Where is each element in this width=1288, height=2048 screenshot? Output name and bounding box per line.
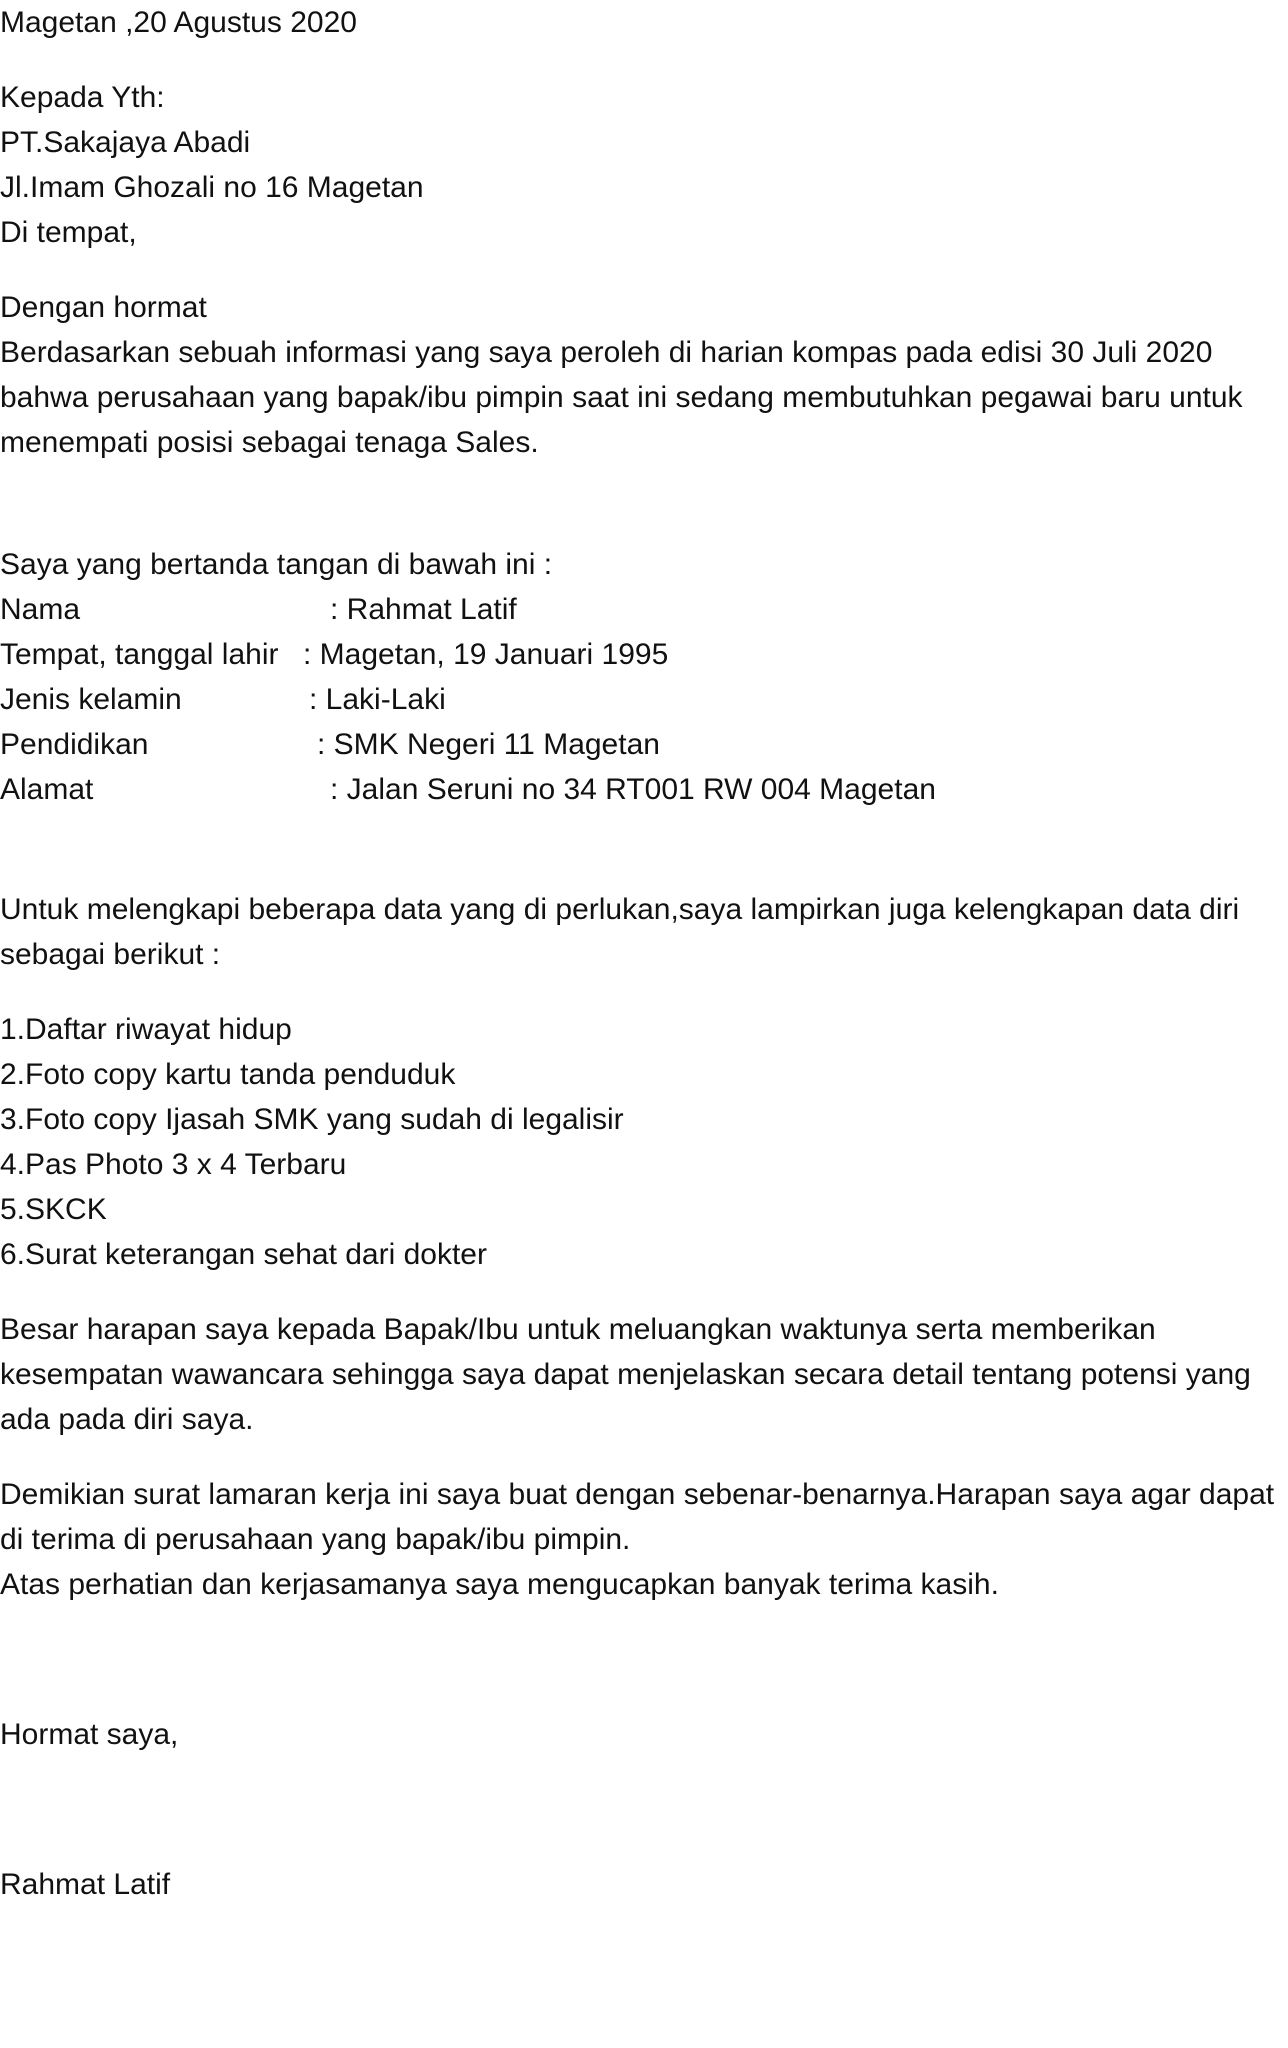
identity-intro: Saya yang bertanda tangan di bawah ini : bbox=[0, 548, 553, 581]
hope-paragraph-line: Besar harapan saya kepada Bapak/Ibu untuk meluangkan waktunya serta memberikan bbox=[0, 1313, 1156, 1346]
salutation: Dengan hormat bbox=[0, 291, 207, 324]
attachments-intro: Untuk melengkapi beberapa data yang di perlukan,saya lampirkan juga kelengkapan data diri bbox=[0, 893, 1240, 926]
field-value: : Jalan Seruni no 34 RT001 RW 004 Magetan bbox=[330, 773, 936, 806]
field-label: Pendidikan bbox=[0, 728, 149, 761]
field-label: Nama bbox=[0, 593, 81, 626]
attachment-item: 6.Surat keterangan sehat dari dokter bbox=[0, 1238, 487, 1271]
regards: Hormat saya, bbox=[0, 1718, 179, 1751]
identity-field-nama bbox=[0, 587, 1288, 632]
recipient-place: Di tempat, bbox=[0, 216, 137, 249]
signer-name: Rahmat Latif bbox=[0, 1868, 171, 1901]
field-value: : Laki-Laki bbox=[309, 683, 446, 716]
identity-field-jenis-kelamin bbox=[0, 677, 1288, 722]
field-value: : SMK Negeri 11 Magetan bbox=[317, 728, 660, 761]
recipient-greeting: Kepada Yth: bbox=[0, 81, 165, 114]
closing-paragraph-line: di terima di perusahaan yang bapak/ibu pimpin. bbox=[0, 1523, 631, 1556]
recipient-address: Jl.Imam Ghozali no 16 Magetan bbox=[0, 171, 424, 204]
opening-line: bahwa perusahaan yang bapak/ibu pimpin saat ini sedang membutuhkan pegawai baru untuk bbox=[0, 381, 1243, 414]
identity-field-tempat-tanggal-lahir bbox=[0, 632, 1288, 677]
hope-paragraph-line: kesempatan wawancara sehingga saya dapat menjelaskan secara detail tentang potensi yang bbox=[0, 1358, 1251, 1391]
field-value: : Magetan, 19 Januari 1995 bbox=[303, 638, 669, 671]
attachment-item: 1.Daftar riwayat hidup bbox=[0, 1013, 292, 1046]
attachment-item: 3.Foto copy Ijasah SMK yang sudah di legalisir bbox=[0, 1103, 624, 1136]
attachment-item: 2.Foto copy kartu tanda penduduk bbox=[0, 1058, 456, 1091]
attachments-intro: sebagai berikut : bbox=[0, 938, 221, 971]
attachment-item: 5.SKCK bbox=[0, 1193, 107, 1226]
recipient-company: PT.Sakajaya Abadi bbox=[0, 126, 251, 159]
opening-line: menempati posisi sebagai tenaga Sales. bbox=[0, 426, 539, 459]
identity-field-alamat bbox=[0, 767, 1288, 812]
field-label: Alamat bbox=[0, 773, 94, 806]
opening-line: Berdasarkan sebuah informasi yang saya peroleh di harian kompas pada edisi 30 Juli 2020 bbox=[0, 336, 1213, 369]
field-value: : Rahmat Latif bbox=[330, 593, 517, 626]
hope-paragraph-line: ada pada diri saya. bbox=[0, 1403, 254, 1436]
attachment-item: 4.Pas Photo 3 x 4 Terbaru bbox=[0, 1148, 347, 1181]
closing-paragraph-line: Atas perhatian dan kerjasamanya saya mengucapkan banyak terima kasih. bbox=[0, 1568, 999, 1601]
field-label: Jenis kelamin bbox=[0, 683, 182, 716]
field-label: Tempat, tanggal lahir bbox=[0, 638, 279, 671]
identity-field-pendidikan bbox=[0, 722, 1288, 767]
date-line: Magetan ,20 Agustus 2020 bbox=[0, 6, 357, 39]
closing-paragraph-line: Demikian surat lamaran kerja ini saya buat dengan sebenar-benarnya.Harapan saya agar dapat bbox=[0, 1478, 1275, 1511]
